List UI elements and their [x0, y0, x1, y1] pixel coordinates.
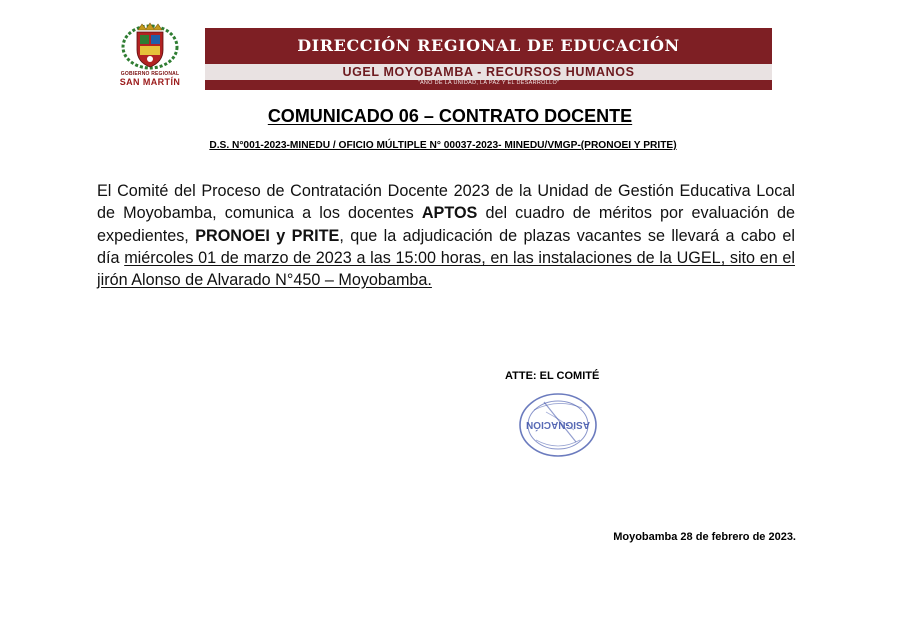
- body-text-part2: del cuadro de méritos por evaluación de expedientes,: [97, 204, 796, 245]
- document-reference-text: D.S. N°001-2023-MINEDU / OFICIO MÚLTIPLE N° 00037-2023- MINEDU/VMGP-(PRONOEI Y PRITE): [209, 140, 677, 151]
- document-date: Moyobamba 28 de febrero de 2023.: [613, 531, 796, 543]
- signature-label: ATTE: EL COMITÉ: [505, 370, 600, 382]
- coat-of-arms-icon: [120, 22, 180, 70]
- logo-caption-government: GOBIERNO REGIONAL: [120, 71, 180, 77]
- committee-stamp: [516, 390, 600, 460]
- banner-title: DIRECCIÓN REGIONAL DE EDUCACIÓN: [297, 36, 680, 55]
- regional-government-logo: [108, 22, 192, 94]
- body-paragraph: [97, 180, 795, 291]
- body-underlined-schedule: miércoles 01 de marzo de 2023 a las 15:00 horas, en las instalaciones de la UGEL, sito en el jirón Alonso de Alvarado N°450 – Moyobamba.: [97, 248, 795, 290]
- document-title-text: COMUNICADO 06 – CONTRATO DOCENTE: [267, 106, 633, 126]
- banner-subtitle: UGEL MOYOBAMBA - RECURSOS HUMANOS: [342, 65, 635, 79]
- body-text-part1: El Comité del Proceso de Contratación Docente 2023 de la Unidad de Gestión Educativa Local de Moyobamba, comunica a los docentes: [97, 182, 795, 223]
- svg-text:ASIGNACIÓN: ASIGNACIÓN: [526, 419, 590, 430]
- body-bold-aptos: APTOS: [421, 204, 478, 223]
- stamp-seal-icon: [516, 390, 600, 460]
- logo-caption-region: SAN MARTÍN: [119, 77, 181, 87]
- body-bold-programs: PRONOEI y PRITE: [195, 226, 340, 245]
- document-title: [0, 106, 900, 127]
- body-text-part3: , que la adjudicación de plazas vacantes se llevará a cabo el día: [97, 226, 795, 267]
- document-reference: [0, 140, 886, 151]
- header-banner: [205, 28, 772, 90]
- banner-motto: "AÑO DE LA UNIDAD, LA PAZ Y EL DESARROLLO": [417, 80, 560, 86]
